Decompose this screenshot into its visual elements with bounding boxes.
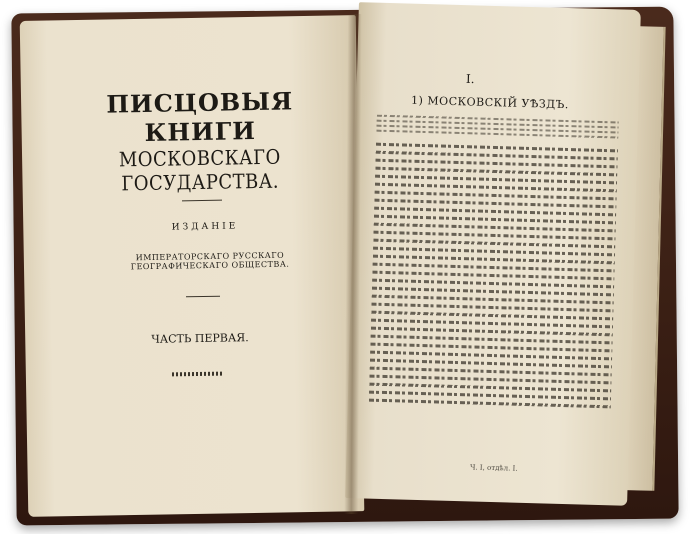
section-heading: 1) МОСКОВСКІЙ УѢЗДЪ. xyxy=(410,93,570,112)
book-title-line1: ПИСЦОВЫЯ КНИГИ xyxy=(106,86,294,147)
book-title-line2: МОСКОВСКАГО ГОСУДАРСТВА. xyxy=(118,144,281,196)
chapter-numeral: I. xyxy=(465,71,475,87)
text-line xyxy=(369,399,611,409)
publisher-line2: ИМПЕРАТОРСКАГО РУССКАГО ГЕОГРАФИЧЕСКАГО ОБЩЕСТВА. xyxy=(130,250,290,272)
part-label: ЧАСТЬ ПЕРВАЯ. xyxy=(151,331,249,346)
body-text-block xyxy=(367,115,618,462)
page-footer-signature: Ч. I, отдѣл. I. xyxy=(469,463,518,473)
publisher-line1: ИЗДАНІЕ xyxy=(171,221,239,233)
